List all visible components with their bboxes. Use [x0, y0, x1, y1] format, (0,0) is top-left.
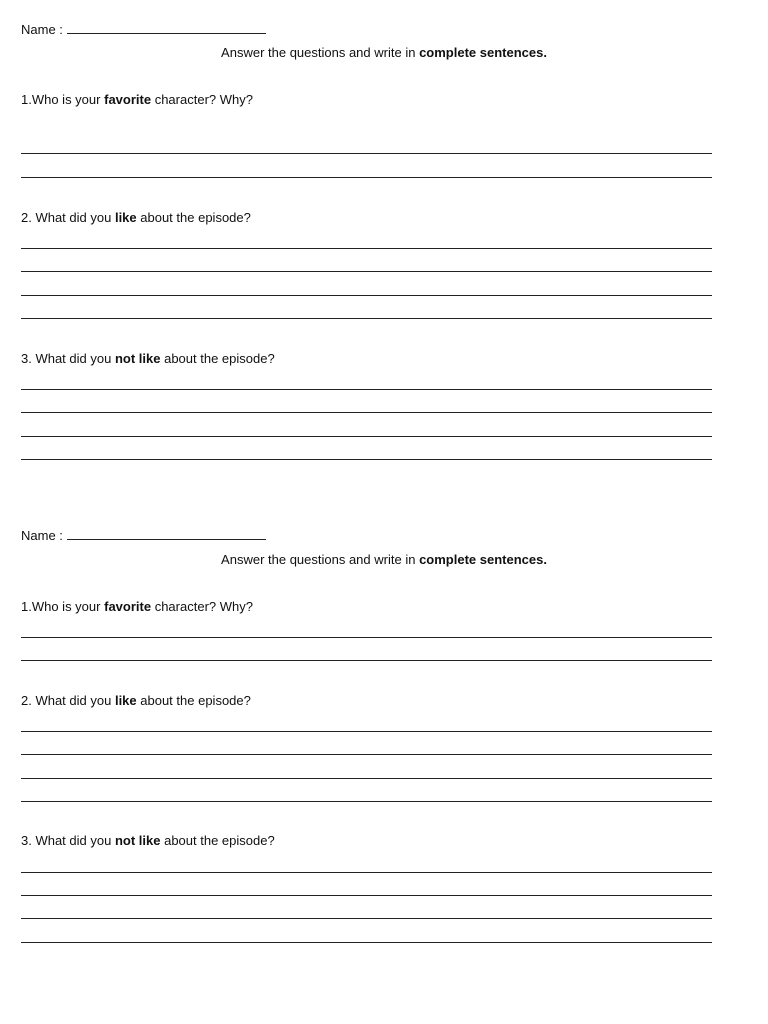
question-1-bold: favorite: [104, 92, 152, 107]
answer-line[interactable]: [21, 754, 712, 755]
question-2-pre: 2. What did you: [21, 693, 112, 708]
question-1-pre: 1.Who is your: [21, 599, 101, 614]
question-2-post: about the episode?: [140, 693, 251, 708]
question-3: [21, 833, 275, 849]
answer-line[interactable]: [21, 459, 712, 460]
instructions-bold: complete sentences.: [419, 552, 547, 567]
question-3-post: about the episode?: [164, 833, 275, 848]
answer-line[interactable]: [21, 436, 712, 437]
answer-line[interactable]: [21, 872, 712, 873]
answer-line[interactable]: [21, 389, 712, 390]
answer-line[interactable]: [21, 731, 712, 732]
answer-line[interactable]: [21, 271, 712, 272]
name-label: Name :: [21, 528, 63, 543]
question-1-post: character? Why?: [154, 599, 253, 614]
name-label: Name :: [21, 22, 63, 37]
question-3-pre: 3. What did you: [21, 833, 112, 848]
answer-line[interactable]: [21, 318, 712, 319]
question-2-pre: 2. What did you: [21, 210, 112, 225]
name-blank-line[interactable]: [67, 527, 266, 540]
answer-line[interactable]: [21, 918, 712, 919]
question-1: [21, 92, 253, 108]
answer-line[interactable]: [21, 248, 712, 249]
instructions: [0, 45, 768, 61]
instructions: [0, 552, 768, 568]
name-blank-line[interactable]: [67, 21, 266, 34]
question-3-pre: 3. What did you: [21, 351, 112, 366]
answer-line[interactable]: [21, 895, 712, 896]
question-2: [21, 693, 251, 709]
instructions-bold: complete sentences.: [419, 45, 547, 60]
question-1-pre: 1.Who is your: [21, 92, 101, 107]
question-2-bold: like: [114, 693, 137, 708]
instructions-text: Answer the questions and write in: [221, 552, 416, 567]
answer-line[interactable]: [21, 942, 712, 943]
instructions-text: Answer the questions and write in: [221, 45, 416, 60]
name-row: [21, 21, 266, 38]
question-2-post: about the episode?: [140, 210, 251, 225]
answer-line[interactable]: [21, 801, 712, 802]
answer-line[interactable]: [21, 177, 712, 178]
question-3-bold: not like: [114, 833, 161, 848]
answer-line[interactable]: [21, 637, 712, 638]
question-3-bold: not like: [114, 351, 161, 366]
answer-line[interactable]: [21, 660, 712, 661]
name-row: [21, 527, 266, 544]
answer-line[interactable]: [21, 153, 712, 154]
answer-line[interactable]: [21, 778, 712, 779]
question-3-post: about the episode?: [164, 351, 275, 366]
question-2-bold: like: [114, 210, 137, 225]
answer-line[interactable]: [21, 295, 712, 296]
question-2: [21, 210, 251, 226]
answer-line[interactable]: [21, 412, 712, 413]
question-1-post: character? Why?: [154, 92, 253, 107]
question-1: [21, 599, 253, 615]
question-1-bold: favorite: [104, 599, 152, 614]
question-3: [21, 351, 275, 367]
